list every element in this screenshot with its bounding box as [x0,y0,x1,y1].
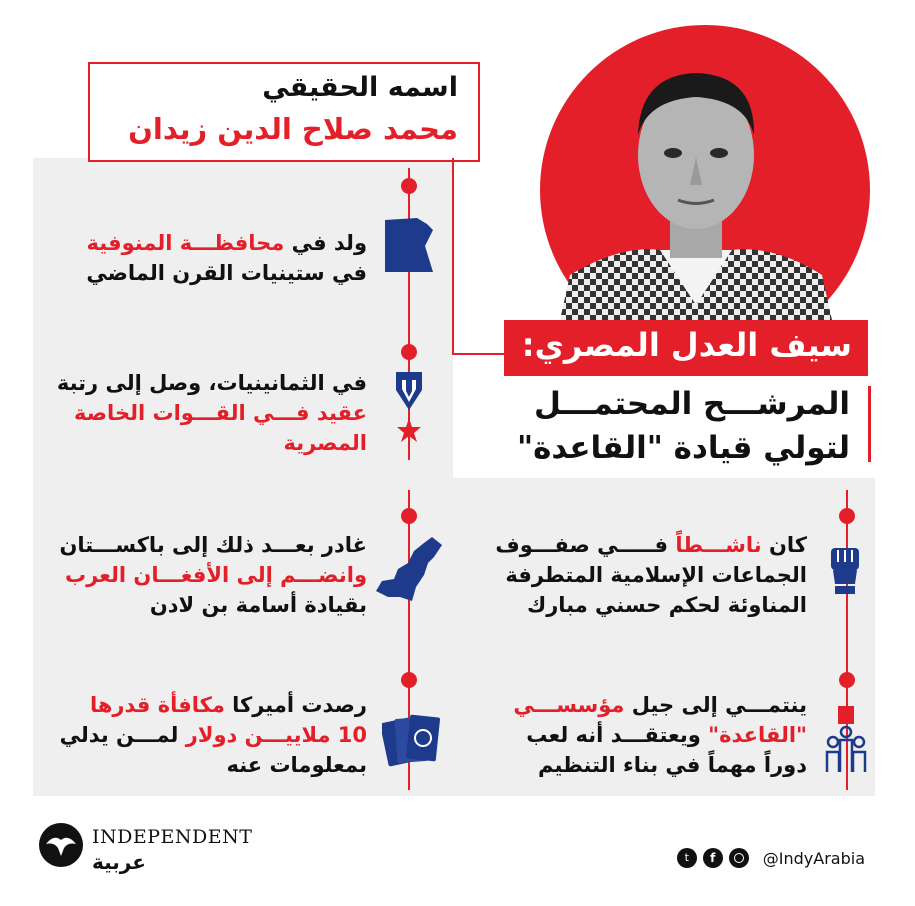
fist-icon [825,540,865,600]
fact-founders-highlight: مؤسســـي [513,693,625,717]
fact-founders-text-2: ويعتقـــد أنه لعب [526,723,709,747]
fact-founders-highlight-2: "القاعدة" [708,723,807,747]
fact-reward-text-2: لمـــن يدلي [59,723,186,747]
fact-rank-line3: المصرية [283,431,367,455]
connector-line-horizontal [452,353,504,355]
real-name-box [88,62,480,162]
main-title: سيف العدل المصري: [521,326,852,364]
timeline-dot [401,178,417,194]
fact-active-line3: المناوئة لحكم حسني مبارك [526,593,807,617]
fact-active-line2: الجماعات الإسلامية المتطرفة [505,563,807,587]
fact-active-highlight: ناشـــطاً [675,533,762,557]
group-icon [823,702,869,778]
portrait-photo [560,45,832,320]
instagram-icon[interactable] [729,848,749,868]
fact-active-text: كان [761,533,807,557]
medal-icon [393,372,425,448]
social-bar [677,848,865,868]
subtitle-line-1: المرشـــح المحتمـــل [533,386,850,422]
pakistan-map-icon [374,535,444,609]
facebook-icon[interactable]: f [703,848,723,868]
fact-active [467,530,807,620]
fact-active-text-2: فـــــي صفـــوف [495,533,676,557]
subtitle-line-2: لتولي قيادة "القاعدة" [516,430,850,466]
real-name: محمد صلاح الدين زيدان [128,112,458,146]
egypt-map-icon [383,216,435,280]
fact-rank [27,368,367,458]
social-handle[interactable]: @IndyArabia [762,848,865,868]
fact-pakistan [27,530,367,620]
fact-founders-text: ينتمـــي إلى جيل [624,693,807,717]
brand-name-arabic: عربية [92,850,146,874]
timeline-dot [839,672,855,688]
subtitle [470,382,850,470]
fact-founders [467,690,807,780]
fact-born-text: ولد في [284,231,367,255]
eagle-logo-icon [38,822,84,872]
connector-line-vertical [452,158,454,355]
fact-born-highlight: محافظـــة المنوفية [86,231,285,255]
timeline-dot [401,672,417,688]
fact-born [27,228,367,288]
fact-reward-highlight: مكافأة قدرها [89,693,225,717]
fact-reward-text: رصدت أميركا [224,693,367,717]
title-bar [504,320,868,376]
fact-reward [27,690,367,780]
real-name-label: اسمه الحقيقي [262,72,458,103]
fact-reward-line3: بمعلومات عنه [226,753,367,777]
fact-pakistan-line3: بقيادة أسامة بن لادن [149,593,367,617]
timeline-dot [401,508,417,524]
brand-name: INDEPENDENT [92,826,253,848]
timeline-dot [839,508,855,524]
fact-founders-line3: دوراً مهماً في بناء التنظيم [538,753,807,777]
fact-pakistan-line1: غادر بعـــد ذلك إلى باكســـتان [59,533,367,557]
twitter-icon[interactable]: t [677,848,697,868]
fact-reward-amount: 10 ملاييـــن دولار [185,723,367,747]
timeline-dot [401,344,417,360]
fact-pakistan-line2: وانضـــم إلى الأفغـــان العرب [65,563,367,587]
fact-rank-line2: عقيد فـــي القـــوات الخاصة [74,401,367,425]
money-icon [382,710,442,774]
subtitle-accent-bar [868,386,871,462]
fact-born-line2: في ستينيات القرن الماضي [86,261,367,285]
fact-rank-line1: في الثمانينيات، وصل إلى رتبة [56,371,367,395]
